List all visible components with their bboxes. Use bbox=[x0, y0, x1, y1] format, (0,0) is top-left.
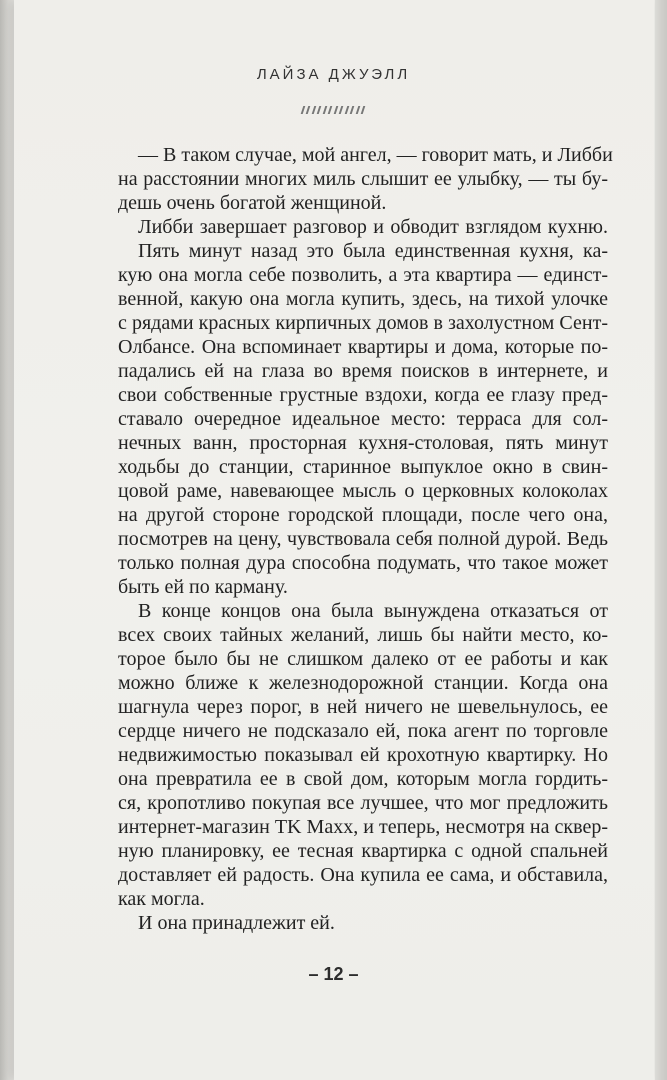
text-line: падались ей на глаза во время поисков в интернете, и bbox=[118, 360, 608, 382]
text-line: всех своих тайных желаний, лишь бы найти место, ко- bbox=[118, 624, 608, 646]
text-line: интернет-магазин TK Maxx, и теперь, несмотря на сквер- bbox=[118, 816, 608, 838]
text-line: быть ей по карману. bbox=[118, 576, 288, 598]
text-line: дешь очень богатой женщиной. bbox=[118, 192, 387, 214]
text-line: сердце ничего не подсказало ей, пока агент по торговле bbox=[118, 720, 608, 742]
text-line: — В таком случае, мой ангел, — говорит мать, и Либби bbox=[138, 144, 613, 166]
text-line: ходьбы до станции, старинное выпуклое окно в свин- bbox=[118, 456, 608, 478]
text-line: ную планировку, ее тесная квартирка с одной спальней bbox=[118, 840, 608, 862]
text-line: кую она могла себе позволить, а эта квартира — единст- bbox=[118, 264, 608, 286]
text-line: нечных ванн, просторная кухня-столовая, пять минут bbox=[118, 432, 608, 454]
text-line: она превратила ее в свой дом, которым могла гордить- bbox=[118, 768, 608, 790]
text-line: доставляет ей радость. Она купила ее сама, и обставила, bbox=[118, 864, 608, 886]
text-line: Олбансе. Она вспоминает квартиры и дома, которые по- bbox=[118, 336, 608, 358]
text-line: венной, какую она могла купить, здесь, на тихой улочке bbox=[118, 288, 608, 310]
body-text bbox=[118, 143, 613, 935]
text-line: посмотрев на цену, чувствовала себя полной дурой. Ведь bbox=[118, 528, 608, 550]
text-line: на другой стороне городской площади, после чего она, bbox=[118, 504, 608, 526]
text-line: шагнула через порог, в ней ничего не шевельнулось, ее bbox=[118, 696, 608, 718]
text-line: торое было бы не слишком далеко от ее работы и как bbox=[118, 648, 608, 670]
text-line: недвижимостью показывал ей крохотную квартирку. Но bbox=[118, 744, 608, 766]
decorative-divider-icon bbox=[302, 104, 364, 114]
text-line: Либби завершает разговор и обводит взглядом кухню. bbox=[138, 216, 608, 238]
text-line: с рядами красных кирпичных домов в захолустном Сент- bbox=[118, 312, 608, 334]
text-line: на расстоянии многих миль слышит ее улыбку, — ты бу- bbox=[118, 168, 608, 190]
text-line: как могла. bbox=[118, 888, 205, 910]
text-line: только полная дура способна подумать, что такое может bbox=[118, 552, 608, 574]
text-line: И она принадлежит ей. bbox=[138, 912, 335, 934]
text-line: ставало очередное идеальное место: терраса для сол- bbox=[118, 408, 608, 430]
text-line: В конце концов она была вынуждена отказаться от bbox=[138, 600, 608, 622]
text-line: можно ближе к железнодорожной станции. Когда она bbox=[118, 672, 608, 694]
page-edge-shadow bbox=[655, 0, 667, 1080]
text-line: ся, кропотливо покупая все лучшее, что мог предложить bbox=[118, 792, 608, 814]
text-line: свои собственные грустные вздохи, когда ее глазу пред- bbox=[118, 384, 608, 406]
text-line: Пять минут назад это была единственная кухня, ка- bbox=[138, 240, 608, 262]
text-line: цовой раме, навевающее мысль о церковных колоколах bbox=[118, 480, 608, 502]
running-head-author: ЛАЙЗА ДЖУЭЛЛ bbox=[256, 66, 411, 83]
page-number: – 12 – bbox=[308, 964, 359, 984]
